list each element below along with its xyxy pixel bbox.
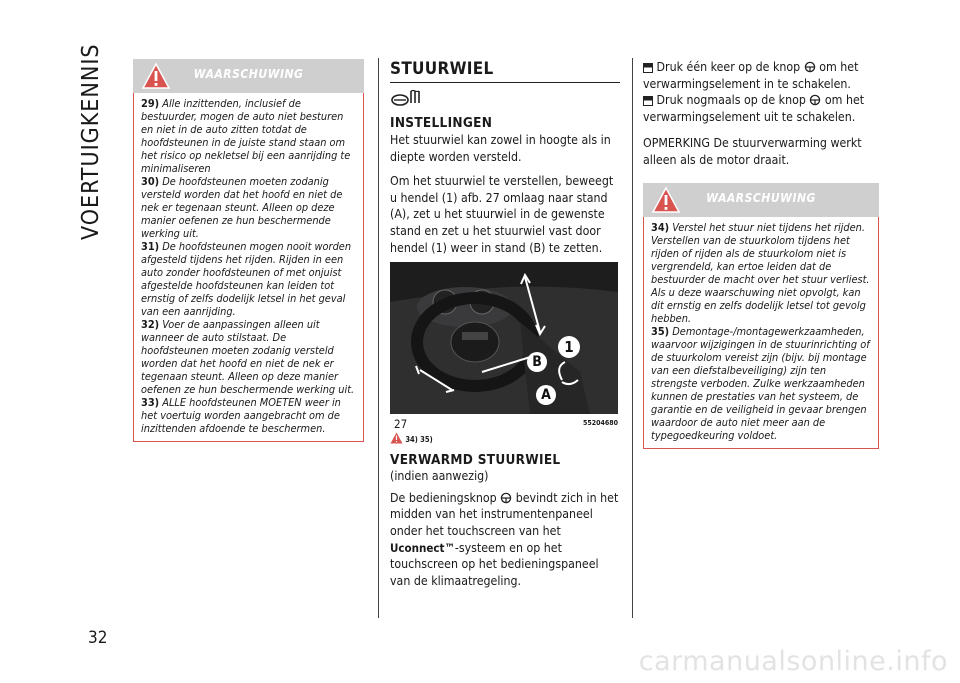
warning-body xyxy=(643,217,879,449)
right-column xyxy=(643,59,879,449)
heated-wheel-icon xyxy=(809,94,821,106)
paragraph: Om het stuurwiel te verstellen, beweegt u hendel (1) afb. 27 omlaag naar stand (A), zet u het stuurwiel in de gewenste stand en zet u het stuurwiel vast door hendel (1) weer in stand (B) te zetten. xyxy=(390,174,614,255)
bullet-square-icon xyxy=(643,96,653,106)
heated-wheel-icon xyxy=(804,61,816,73)
bullet-square-icon xyxy=(643,63,653,73)
bullet-on: Druk één keer op de knop om het verwarmingselement in te schakelen. xyxy=(643,60,859,91)
figure-27 xyxy=(390,262,618,414)
warning-item: 35) Demontage-/montagewerkzaamheden, waarvoor wijzigingen in de stuurinrichting of de stuurkolom vereist zijn (bijv. bij montage van een diefstalbeveiliging) zijn ten strengste verboden. Zulke werkzaamheden kunnen de prestaties van het systeem, de garantie en de veiligheid in gevaar brengen waardoor de auto niet meer aan de typegoedkeuring voldoet. xyxy=(651,324,870,442)
steering-wheel-icon xyxy=(390,89,424,107)
heading-rule xyxy=(390,82,620,83)
note: OPMERKING De stuurverwarming werkt alleen als de motor draait. xyxy=(643,136,862,167)
middle-column xyxy=(390,59,620,597)
figure-code: 55204680 xyxy=(582,419,618,428)
figure-number: 27 xyxy=(394,417,408,432)
warning-item: 31) De hoofdsteunen mogen nooit worden afgesteld tijdens het rijden. Rijden in een auto zonder hoofdsteunen of met onjuist afgestelde hoofdsteunen kan leiden tot ernstig of zelfs dodelijk letsel in het geval van een aanrijding. xyxy=(141,240,352,318)
section-title: VOERTUIGKENNIS xyxy=(78,43,104,240)
warning-title: WAARSCHUWING xyxy=(193,67,304,81)
heading-stuurwiel: STUURWIEL xyxy=(390,59,494,79)
right-warning xyxy=(643,183,879,449)
figure-label-b: B xyxy=(527,352,547,372)
paragraph: Het stuurwiel kan zowel in hoogte als in diepte worden versteld. xyxy=(390,133,611,164)
figure-caption xyxy=(390,417,620,431)
subheading-instellingen: INSTELLINGEN xyxy=(390,115,493,131)
verwarmd-body xyxy=(390,468,620,589)
watermark: carmanualsonline.info xyxy=(638,646,948,677)
warning-header xyxy=(643,183,879,217)
warning-item: 32) Voer de aanpassingen alleen uit wanneer de auto stilstaat. De hoofdsteunen moeten zodanig versteld worden dat het hoofd en niet de nek er tegenaan steunt. Alleen op deze manier oefenen ze hun beschermende werking uit. xyxy=(141,318,355,396)
steering-column-photo xyxy=(390,262,618,414)
warning-title: WAARSCHUWING xyxy=(706,190,816,205)
heated-wheel-icon xyxy=(500,492,512,504)
section-body xyxy=(390,132,620,256)
page-number: 32 xyxy=(88,628,108,648)
figure-label-a: A xyxy=(536,385,556,405)
warning-item: 30) De hoofdsteunen moeten zodanig versteld worden dat het hoofd en niet de nek er tegenaan steunt. Alleen op deze manier oefenen ze hun beschermende werking uit. xyxy=(141,175,343,240)
warning-item: 29) Alle inzittenden, inclusief de bestuurder, mogen de auto niet besturen en niet in de auto zitten totdat de hoofdsteunen in de juiste stand staan om het risico op nekletsel bij een aanrijding te minimaliseren xyxy=(141,97,351,175)
subheading-verwarmd: VERWARMD STUURWIEL xyxy=(390,452,561,469)
right-body xyxy=(643,59,879,169)
warning-item: 33) ALLE hoofdsteunen MOETEN weer in het voertuig worden aangebracht om de inzittenden afdoende te beschermen. xyxy=(141,396,341,435)
subheading-note: (indien aanwezig) xyxy=(390,469,489,484)
bullet-off: Druk nogmaals op de knop om het verwarmingselement uit te schakelen. xyxy=(643,93,865,124)
figure-refs: 34) 35) xyxy=(390,432,620,446)
paragraph: De bedieningsknop bevindt zich in het midden van het instrumentenpaneel onder het touchscreen van het Uconnect™-systeem en op het touchscreen op het bedieningspaneel van de klimaatregeling. xyxy=(390,490,619,588)
warning-item: 34) Verstel het stuur niet tijdens het rijden. Verstellen van de stuurkolom tijdens het rijden of rijden als de stuurkolom niet is vergrendeld, kan ertoe leiden dat de bestuurder de macht over het stuur verliest. Als u deze waarschuwing niet opvolgt, kan dit ernstig en zelfs dodelijk letsel tot gevolg hebben. xyxy=(651,220,870,325)
column-divider-2 xyxy=(632,58,633,618)
warning-header xyxy=(133,59,364,93)
warning-body xyxy=(133,93,364,442)
warning-triangle-icon xyxy=(390,432,403,444)
figure-label-1: 1 xyxy=(558,336,580,358)
column-divider-1 xyxy=(378,58,379,618)
left-warning xyxy=(133,59,364,442)
